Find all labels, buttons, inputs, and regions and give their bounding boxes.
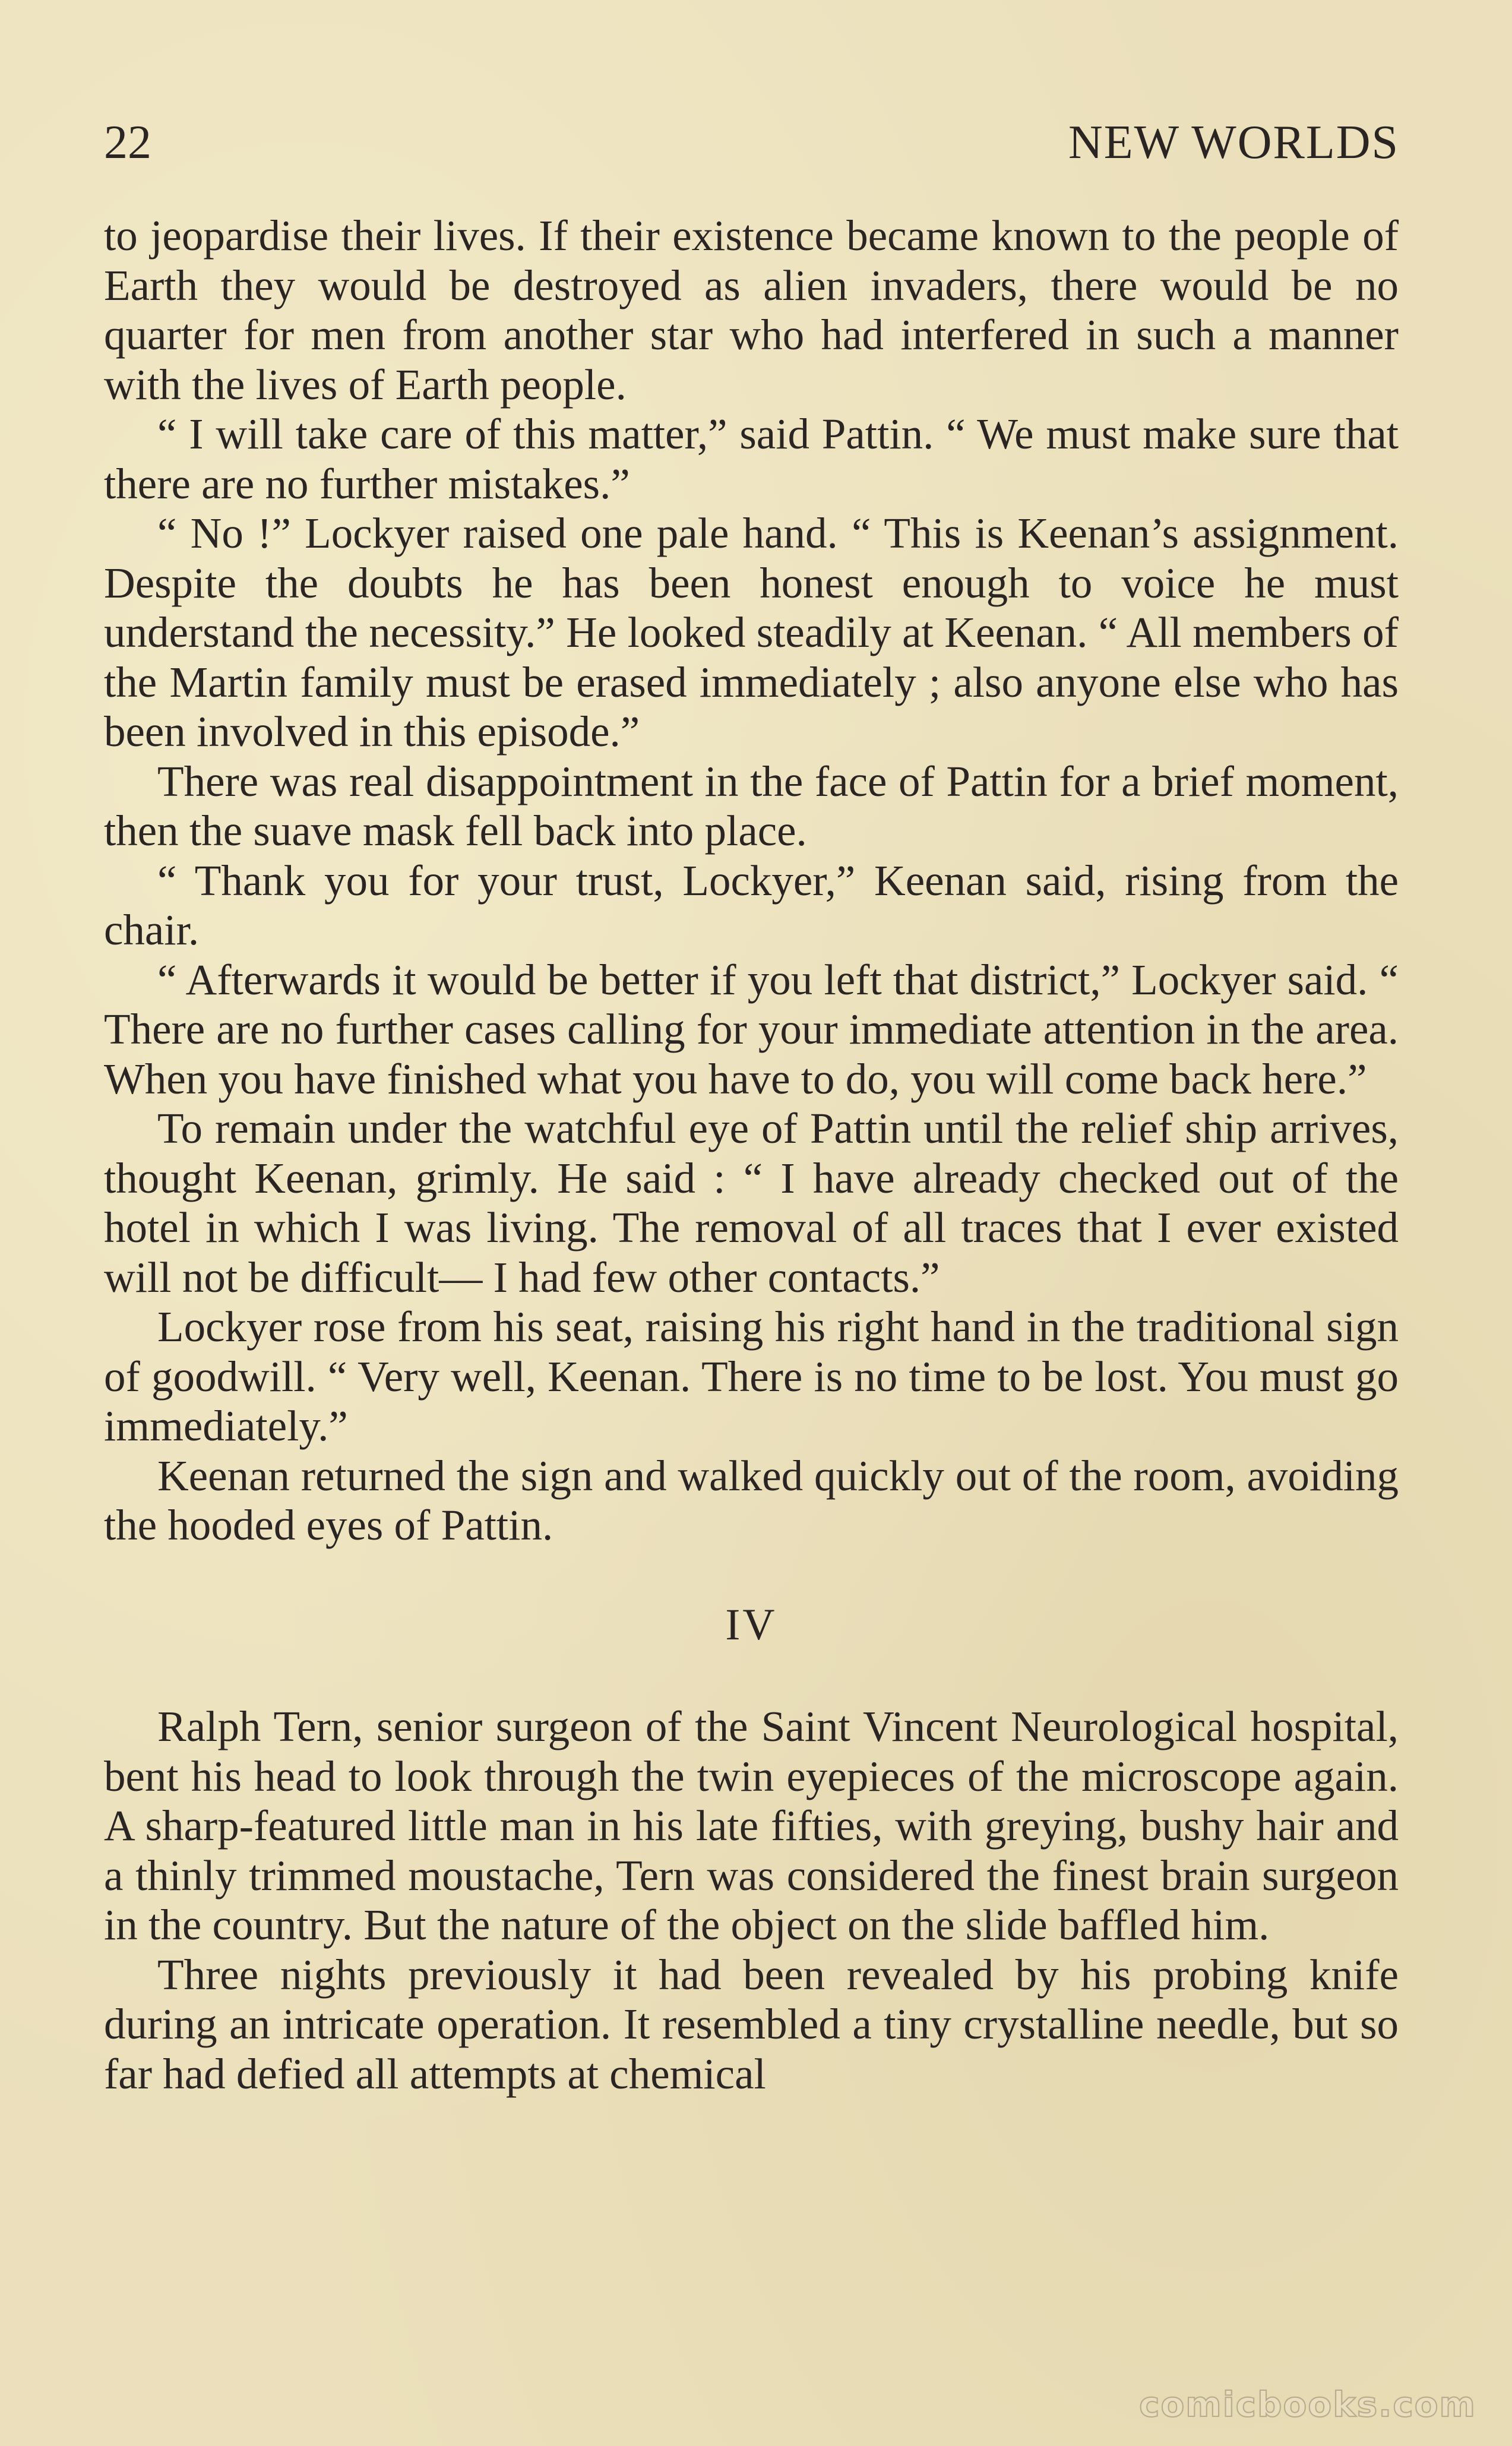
paragraph: Three nights previously it had been revealed by his probing knife during an intricate operation. It resembled a tiny crystalline needle, but so far had defied all attempts at chemical <box>104 1950 1399 2098</box>
paragraph: Lockyer rose from his seat, raising his right hand in the traditional sign of goodwill. “ Very well, Keenan. There is no time to be lost. You must go immediately.” <box>104 1303 1399 1450</box>
paragraph: To remain under the watchful eye of Pattin until the relief ship arrives, thought Keenan, grimly. He said : “ I have already checked out of the hotel in which I was living. The removal of all traces that I ever existed will not be difficult— I had few other contacts.” <box>104 1104 1399 1301</box>
paragraph: “ Afterwards it would be better if you left that district,” Lockyer said. “ There are no further cases calling for your immediate attention in the area. When you have finished what you have to do, you will come back here.” <box>104 955 1399 1103</box>
paragraph: Keenan returned the sign and walked quickly out of the room, avoiding the hooded eyes of Pattin. <box>104 1451 1399 1549</box>
page-number: 22 <box>104 116 151 169</box>
section-heading: IV <box>725 1600 777 1649</box>
paragraph: “ Thank you for your trust, Lockyer,” Keenan said, rising from the chair. <box>104 856 1399 954</box>
paragraph: There was real disappointment in the face of Pattin for a brief moment, then the suave mask fell back into place. <box>104 757 1399 855</box>
paragraph: “ I will take care of this matter,” said Pattin. “ We must make sure that there are no further mistakes.” <box>104 410 1399 508</box>
watermark-logo: comicbooks.com <box>1139 2384 1476 2425</box>
running-head: NEW WORLDS <box>1068 116 1399 169</box>
paragraph: Ralph Tern, senior surgeon of the Saint Vincent Neurological hospital, bent his head to look through the twin eyepieces of the microscope again. A sharp-featured little man in his late fifties, with greying, bushy hair and a thinly trimmed moustache, Tern was considered the finest brain surgeon in the country. But the nature of the object on the slide baffled him. <box>104 1702 1399 1949</box>
page-header <box>104 113 1399 172</box>
paragraph: “ No !” Lockyer raised one pale hand. “ This is Keenan’s assignment. Despite the doubts he has been honest enough to voice he must understand the necessity.” He looked steadily at Keenan. “ All members of the Martin family must be erased immediately ; also anyone else who has been involved in this episode.” <box>104 509 1399 756</box>
body-text <box>104 211 1399 2099</box>
paragraph-continued: to jeopardise their lives. If their existence became known to the people of Earth they would be destroyed as alien invaders, there would be no quarter for men from another star who had interfered in such a manner with the lives of Earth people. <box>104 211 1399 409</box>
